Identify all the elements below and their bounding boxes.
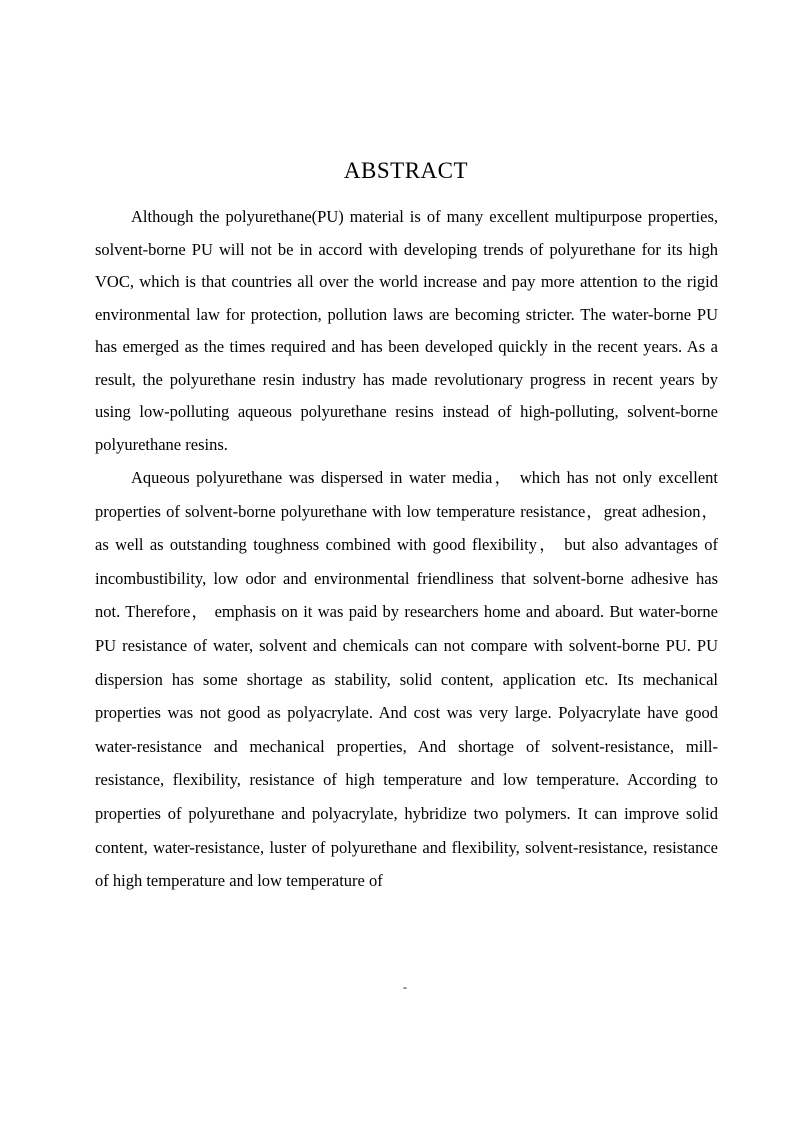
abstract-body [95, 201, 718, 898]
page-number: - [403, 980, 407, 994]
abstract-paragraph-2: Aqueous polyurethane was dispersed in water media， which has not only excellent properties of solvent-borne polyurethane with low temperature resistance，great adhesion，as well as outstanding toughness combined with good flexibility， but also advantages of incombustibility, low odor and environmental friendliness that solvent-borne adhesive has not. Therefore， emphasis on it was paid by researchers home and aboard. But water-borne PU resistance of water, solvent and chemicals can not compare with solvent-borne PU. PU dispersion has some shortage as stability, solid content, application etc. Its mechanical properties was not good as polyacrylate. And cost was very large. Polyacrylate have good water-resistance and mechanical properties, And shortage of solvent-resistance, mill-resistance, flexibility, resistance of high temperature and low temperature. According to properties of polyurethane and polyacrylate, hybridize two polymers. It can improve solid content, water-resistance, luster of polyurethane and flexibility, solvent-resistance, resistance of high temperature and low temperature of [95, 468, 718, 891]
abstract-paragraph-1: Although the polyurethane(PU) material is of many excellent multipurpose properties, solvent-borne PU will not be in accord with developing trends of polyurethane for its high VOC, which is that countries all over the world increase and pay more attention to the rigid environmental law for protection, pollution laws are becoming stricter. The water-borne PU has emerged as the times required and has been developed quickly in the recent years. As a result, the polyurethane resin industry has made revolutionary progress in recent years by using low-polluting aqueous polyurethane resins instead of high-polluting, solvent-borne polyurethane resins. [95, 207, 718, 454]
abstract-title: ABSTRACT [343, 158, 469, 183]
